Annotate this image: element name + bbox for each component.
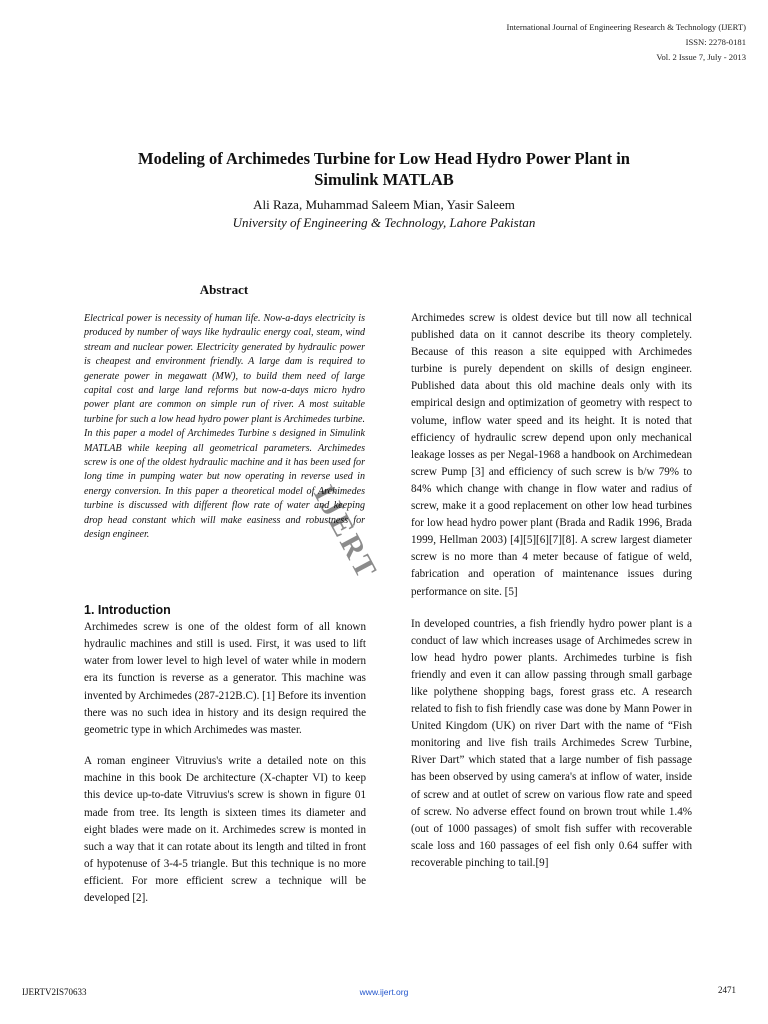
intro-paragraph-2: A roman engineer Vitruvius's write a detailed note on this machine in this book De architecture (X-chapter VI) to keep this device up-to-date Vitruvius's screw is shown in figure 01 made from tree. Its length is sixteen times its diameter and eight blades were made on it. Archimedes screw is monted in such a way that it can rotate about its length and tilted in front of hypotenuse of 3-4-5 triangle. But this technique is no more efficient. For more efficient screw a technique will be developed [2]. bbox=[84, 755, 366, 905]
paper-id: IJERTV2IS70633 bbox=[22, 987, 87, 997]
page-number: 2471 bbox=[718, 985, 736, 995]
right-paragraph-2: In developed countries, a fish friendly hydro power plant is a conduct of law which increases usage of Archimedes screw in low head hydro power plants. Archimedes turbine is fish friendly and even it can allow passing through small garbage like polythene shopping bags, forest grass etc. A research related to fish to fish friendly case was done by Mann Power in United Kingdom (UK) on river Dart with the name of “Fish monitoring and live fish trails Archimedes Screw Turbine, River Dart” which stated that a large number of fish passage has been observed by using camera's at inflow of water, inside of screw and at outlet of screw on various flow rate and speed of screw. No adverse effect found on brown trout while 1.4% (out of 1000 passages) of smolt fish suffer with recoverable scale loss and 160 passages of eel fish only 0.64 suffer with recoverable pinching to tail.[9] bbox=[411, 617, 692, 869]
paper-title bbox=[60, 148, 708, 190]
affiliation: University of Engineering & Technology, Lahore Pakistan bbox=[232, 215, 536, 230]
ijert-watermark: IJERT bbox=[306, 480, 385, 586]
right-paragraph-1: Archimedes screw is oldest device but till now all technical published data on it cannot describe its theory completely. Because of this reason a site equipped with Archimedes turbine is purely dependent on skills of design engineer. Published data about this old machine deals only with its empirical design and optimization of geometry with respect to volume, inflow water speed and its height. It is noted that efficiency of hydraulic screw depend upon only mechanical leakage losses as per Negal-1968 a handbook on Archimedean screw Pump [3] and efficiency of such screw is b/w 79% to 84% which change with change in flow water and radius of screw, make it a good replacement on other low head turbines for low head hydro power plant (Brada and Radik 1996, Brada 1999, Hellman 2003) [4][5][6][7][8]. A screw largest diameter screw is no more than 4 meter because of fatigue of weld, fabrication and operation of maintenance issues during performance on site. [5] bbox=[411, 312, 692, 598]
authors: Ali Raza, Muhammad Saleem Mian, Yasir Saleem bbox=[253, 197, 515, 212]
website-link[interactable]: www.ijert.org bbox=[359, 987, 409, 997]
journal-name: International Journal of Engineering Research & Technology (IJERT) bbox=[506, 22, 746, 32]
title-line-1: Modeling of Archimedes Turbine for Low Head Hydro Power Plant in bbox=[138, 149, 630, 168]
title-line-2: Simulink MATLAB bbox=[314, 170, 454, 189]
intro-paragraph-1: Archimedes screw is one of the oldest form of all known hydraulic machines and still is used. First, it was used to lift water from lower level to high level of water while in modern era its function is reverse as a generator. This machine was invented by Archimedes (287-212B.C). [1] Before its invention there was no such idea in history and its design required the geometric type in which Archimedes was master. bbox=[84, 621, 366, 736]
journal-header bbox=[506, 20, 746, 65]
abstract-paragraph: Electrical power is necessity of human life. Now-a-days electricity is produced by number of ways like hydraulic energy coal, steam, wind stream and nuclear power. Electricity generated by hydraulic power is cheapest and environment friendly. A large dam is required to generate power in megawatt (MW), to build them need of large capital cost and large land reforms but now-a-days micro hydro power plant are common on simple run of river. A most suitable turbine for such a low head hydro power plant is Archimedes turbine. In this paper a model of Archimedes Turbine s designed in Simulink MATLAB while keeping all geometrical parameters. Archimedes screw is one of the oldest hydraulic machine and it has been used for long time in pumping water but now operating in reverse used in energy conversion. In this paper a theoretical model of Archimedes turbine is discussed with different flow rate of water and keeping drop head constant which will make easiness and robustness for design engineer. bbox=[84, 313, 365, 541]
volume-issue: Vol. 2 Issue 7, July - 2013 bbox=[656, 52, 746, 62]
introduction-heading: 1. Introduction bbox=[84, 603, 171, 617]
introduction-body bbox=[84, 619, 366, 908]
abstract-heading: Abstract bbox=[199, 282, 249, 297]
issn: ISSN: 2278-0181 bbox=[685, 37, 746, 47]
right-column bbox=[411, 310, 692, 872]
